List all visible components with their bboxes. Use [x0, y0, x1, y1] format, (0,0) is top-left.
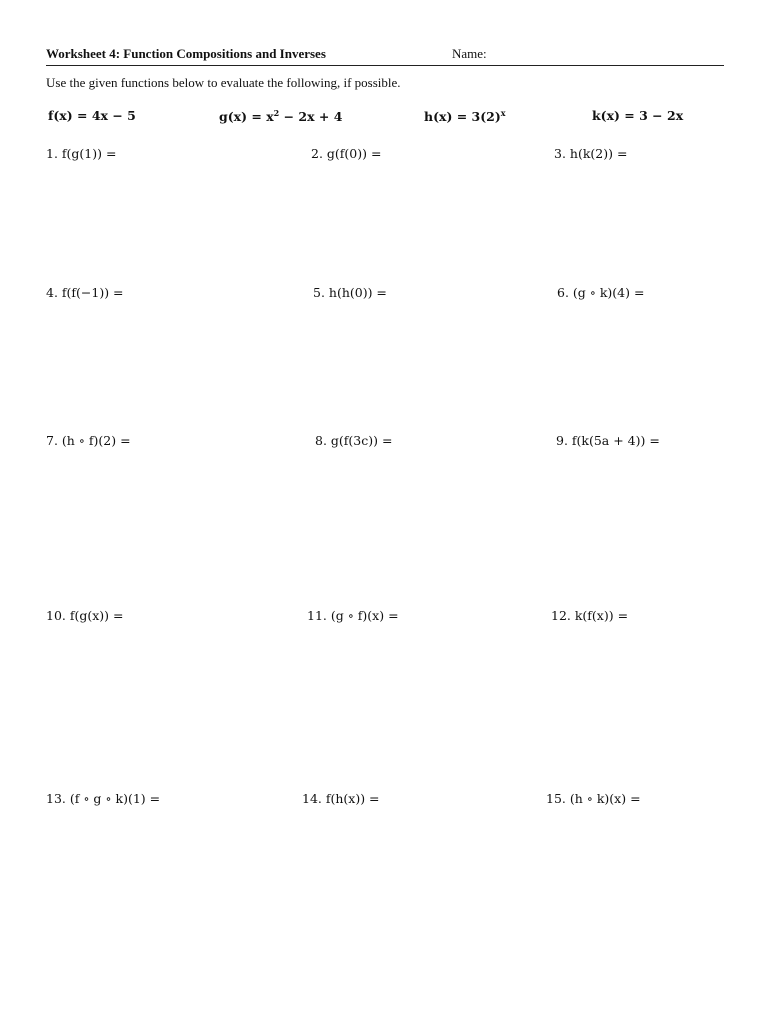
function-k: k(x) = 3 − 2x — [592, 108, 684, 123]
problem-2: 2. g(f(0)) = — [311, 146, 382, 161]
problem-15: 15. (h ∘ k)(x) = — [546, 791, 641, 806]
problem-6: 6. (g ∘ k)(4) = — [557, 285, 645, 300]
problem-3: 3. h(k(2)) = — [554, 146, 628, 161]
problem-13: 13. (f ∘ g ∘ k)(1) = — [46, 791, 161, 806]
function-h — [424, 108, 506, 124]
name-label: Name: — [452, 46, 487, 61]
problem-10: 10. f(g(x)) = — [46, 608, 124, 623]
function-g — [219, 108, 342, 124]
problem-5: 5. h(h(0)) = — [313, 285, 387, 300]
problem-8: 8. g(f(3c)) = — [315, 433, 393, 448]
problem-4: 4. f(f(−1)) = — [46, 285, 124, 300]
function-f: f(x) = 4x − 5 — [48, 108, 136, 123]
problem-11: 11. (g ∘ f)(x) = — [307, 608, 399, 623]
worksheet-title: Worksheet 4: Function Compositions and Inverses — [46, 46, 326, 61]
instructions: Use the given functions below to evaluate the following, if possible. — [46, 75, 401, 90]
problem-9: 9. f(k(5a + 4)) = — [556, 433, 660, 448]
problem-12: 12. k(f(x)) = — [551, 608, 629, 623]
function-g-base: g(x) = x — [219, 109, 274, 124]
function-h-exponent: x — [500, 108, 506, 118]
problem-14: 14. f(h(x)) = — [302, 791, 380, 806]
worksheet-header — [46, 46, 724, 66]
problem-7: 7. (h ∘ f)(2) = — [46, 433, 131, 448]
function-g-exponent: 2 — [273, 108, 280, 118]
function-h-base: h(x) = 3(2) — [424, 109, 501, 124]
function-g-rest: − 2x + 4 — [279, 109, 343, 124]
problem-1: 1. f(g(1)) = — [46, 146, 117, 161]
